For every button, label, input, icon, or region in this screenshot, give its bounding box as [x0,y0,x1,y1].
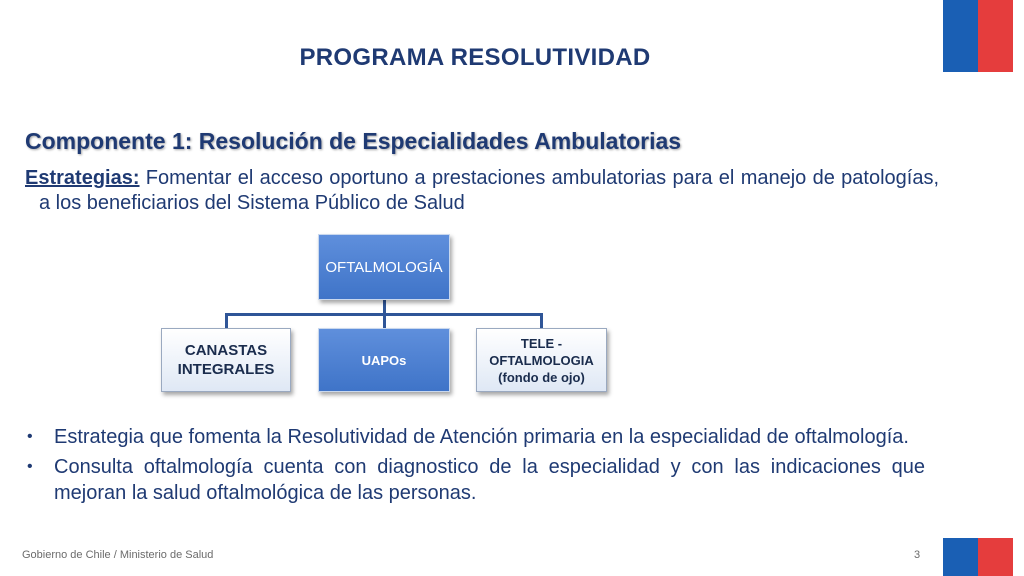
org-node-tele-oftalmologia: TELE - OFTALMOLOGIA (fondo de ojo) [476,328,607,392]
bullet-dot-icon: • [27,428,33,445]
flag-decoration-bottom [943,538,1013,576]
org-node-canastas-integrales: CANASTAS INTEGRALES [161,328,291,392]
strategy-label: Estrategias: [25,167,140,189]
footer-text: Gobierno de Chile / Ministerio de Salud [22,549,214,561]
list-item [25,454,925,506]
page-number: 3 [914,549,921,561]
bullet-text: Estrategia que fomenta la Resolutividad de Atención primaria en la especialidad de oftalmología. [54,426,909,448]
list-item [25,424,925,450]
connector-left-down [225,313,228,328]
strategy-text: Fomentar el acceso oportuno a prestaciones ambulatorias para el manejo de patologías, a los beneficiarios del Sistema Público de Salud [39,167,939,214]
connector-root-down [383,300,386,315]
bullet-dot-icon: • [27,458,33,475]
connector-right-down [540,313,543,328]
flag-decoration-top [943,0,1013,72]
connector-horizontal [225,313,543,316]
strategy-paragraph [25,166,939,216]
org-node-uapos: UAPOs [318,328,450,392]
org-node-oftalmologia: OFTALMOLOGÍA [318,234,450,300]
flag-red-stripe [978,0,1013,72]
component-heading: Componente 1: Resolución de Especialidades Ambulatorias [25,128,682,154]
bullet-list [25,424,925,510]
connector-middle-down [383,313,386,328]
bullet-text: Consulta oftalmología cuenta con diagnostico de la especialidad y con las indicaciones que mejoran la salud oftalmológica de las personas. [54,456,925,504]
slide-title: PROGRAMA RESOLUTIVIDAD [299,44,651,71]
flag-red-stripe [978,538,1013,576]
flag-blue-stripe [943,538,978,576]
